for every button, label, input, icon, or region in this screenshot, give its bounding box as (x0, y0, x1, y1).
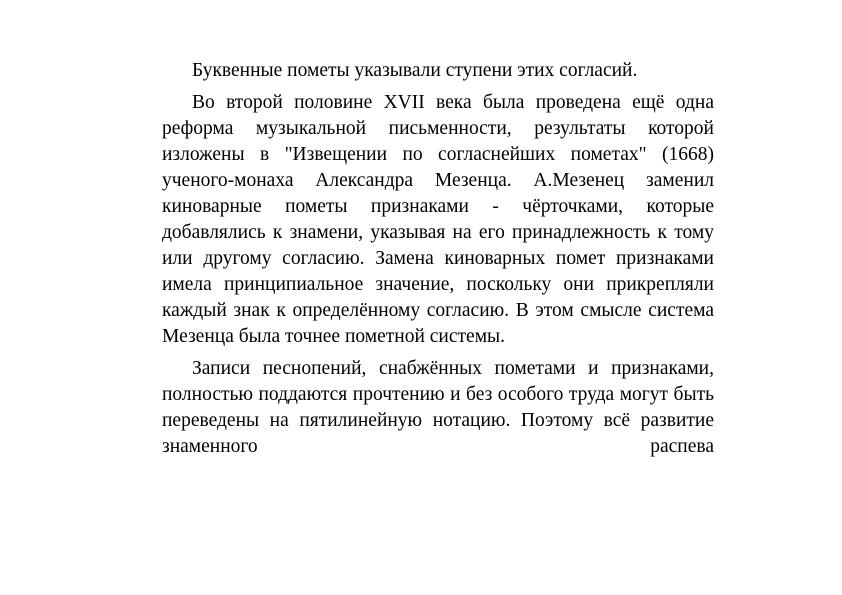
paragraph-2: Во второй половине XVII века была проведена ещё одна реформа музыкальной письменности, результаты которой изложены в "Извещении по согласнейших пометах" (1668) ученого-монаха Александра Мезенца. А.Мезенец заменил киноварные пометы признаками - чёрточками, которые добавлялись к знамени, указывая на его принадлежность к тому или другому согласию. Замена киноварных помет признаками имела принципиальное значение, поскольку они прикрепляли каждый знак к определённому согласию. В этом смысле система Мезенца была точнее пометной системы. (162, 92, 714, 347)
body-text (162, 58, 714, 460)
paragraph-1: Буквенные пометы указывали ступени этих согласий. (192, 60, 638, 81)
paragraph-3: Записи песнопений, снабжённых пометами и признаками, полностью поддаются прочтению и без особого труда могут быть переведены на пятилинейную нотацию. Поэтому всё развитие знаменного распева (162, 358, 714, 457)
